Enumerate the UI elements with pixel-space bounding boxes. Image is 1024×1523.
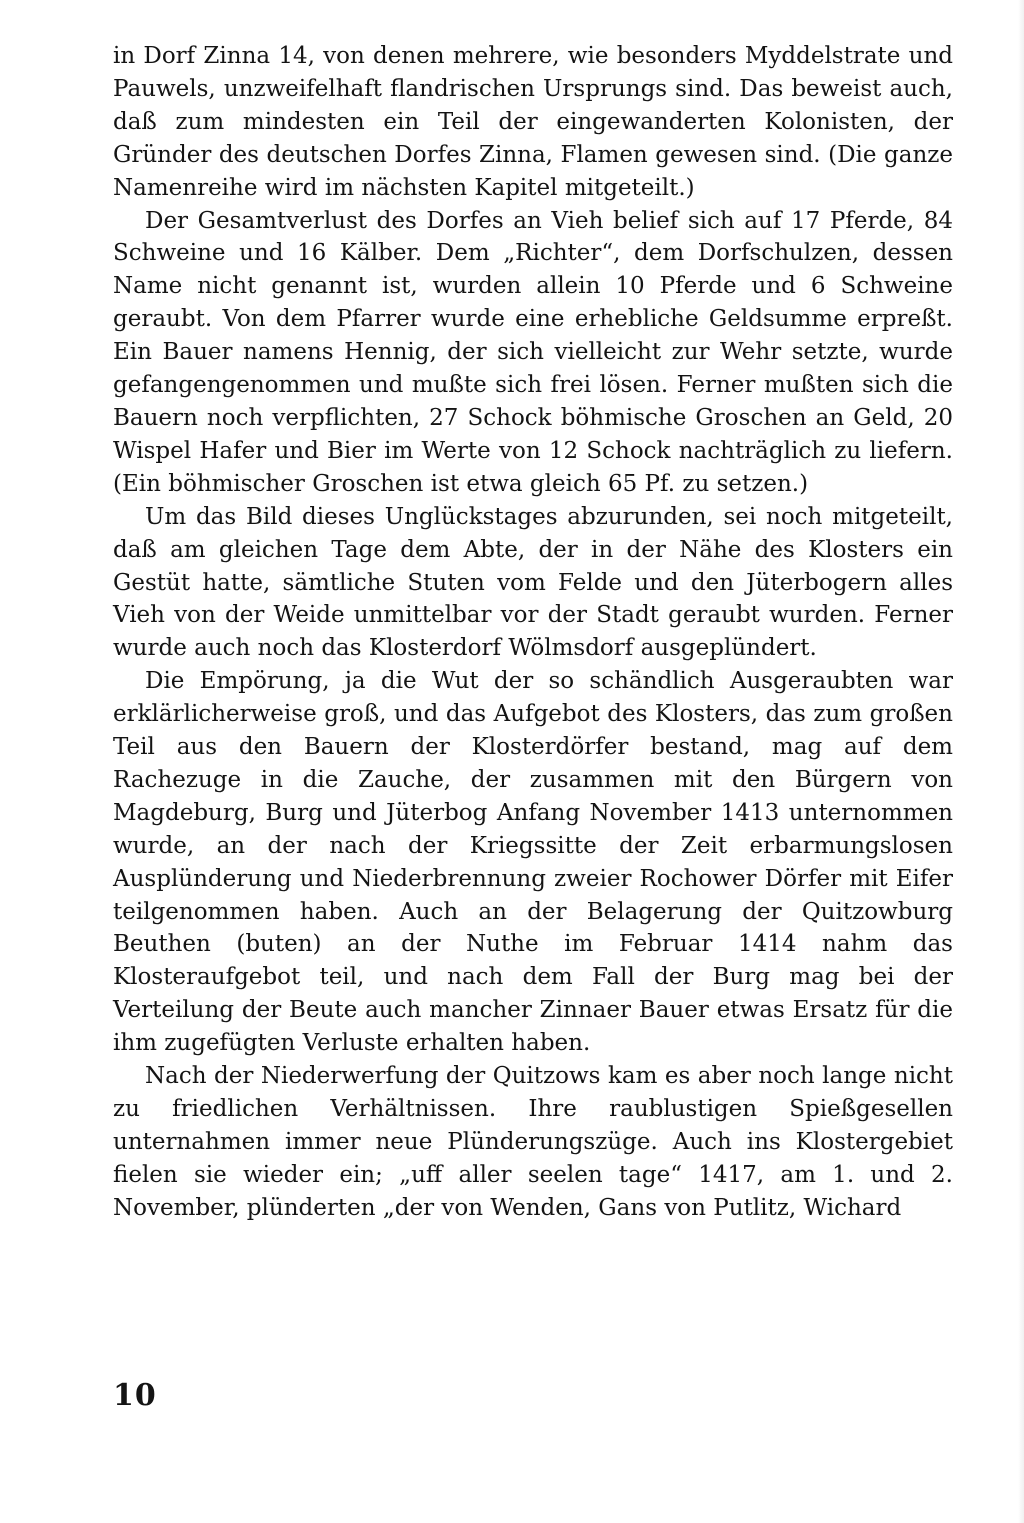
body-text [113, 40, 953, 1225]
paragraph-continuation: in Dorf Zinna 14, von denen mehrere, wie besonders Myddelstrate und Pauwels, unzweifelhaft flandrischen Ursprungs sind. Das beweist auch, daß zum mindesten ein Teil der eingewanderten Kolonisten, der Gründer des deutschen Dorfes Zinna, Flamen gewesen sind. (Die ganze Namenreihe wird im nächsten Kapitel mitgeteilt.) [113, 43, 953, 201]
paragraph-day-of-misfortune: Um das Bild dieses Unglückstages abzurunden, sei noch mitgeteilt, daß am gleichen Tage dem Abte, der in der Nähe des Klosters ein Gestüt hatte, sämtliche Stuten vom Felde und den Jüterbogern alles Vieh von der Weide unmittelbar vor der Stadt geraubt wurden. Ferner wurde auch noch das Klosterdorf Wölmsdorf ausgeplündert. [113, 503, 953, 662]
paragraph-quitzow-aftermath: Nach der Niederwerfung der Quitzows kam es aber noch lange nicht zu friedlichen Verhältnissen. Ihre raublustigen Spießgesellen unternahmen immer neue Plünderungszüge. Auch ins Klostergebiet fielen sie wieder ein; „uff aller seelen tage“ 1417, am 1. und 2. November, plünderten „der von Wenden, Gans von Putlitz, Wichard [113, 1063, 953, 1221]
paragraph-indignation: Die Empörung, ja die Wut der so schändlich Ausgeraubten war erklärlicherweise groß, und das Aufgebot des Klosters, das zum großen Teil aus den Bauern der Klosterdörfer bestand, mag auf dem Rachezuge in die Zauche, der zusammen mit den Bürgern von Magdeburg, Burg und Jüterbog Anfang November 1413 unternommen wurde, an der nach der Kriegssitte der Zeit erbarmungslosen Ausplünderung und Niederbrennung zweier Rochower Dörfer mit Eifer teilgenommen haben. Auch an der Belagerung der Quitzowburg Beuthen (buten) an der Nuthe im Februar 1414 nahm das Klosteraufgebot teil, und nach dem Fall der Burg mag bei der Verteilung der Beute auch mancher Zinnaer Bauer etwas Ersatz für die ihm zugefügten Verluste erhalten haben. [113, 668, 953, 1057]
paragraph-livestock-loss: Der Gesamtverlust des Dorfes an Vieh belief sich auf 17 Pferde, 84 Schweine und 16 Kälber. Dem „Richter“, dem Dorfschulzen, dessen Name nicht genannt ist, wurden allein 10 Pferde und 6 Schweine geraubt. Von dem Pfarrer wurde eine erhebliche Geldsumme erpreßt. Ein Bauer namens Hennig, der sich vielleicht zur Wehr setzte, wurde gefangengenommen und mußte sich frei lösen. Ferner mußten sich die Bauern noch verpflichten, 27 Schock böhmische Groschen an Geld, 20 Wispel Hafer und Bier im Werte von 12 Schock nachträglich zu liefern. (Ein böhmischer Groschen ist etwa gleich 65 Pf. zu setzen.) [113, 207, 953, 497]
page-edge [1018, 0, 1024, 1523]
page-number: 10 [113, 1378, 157, 1413]
